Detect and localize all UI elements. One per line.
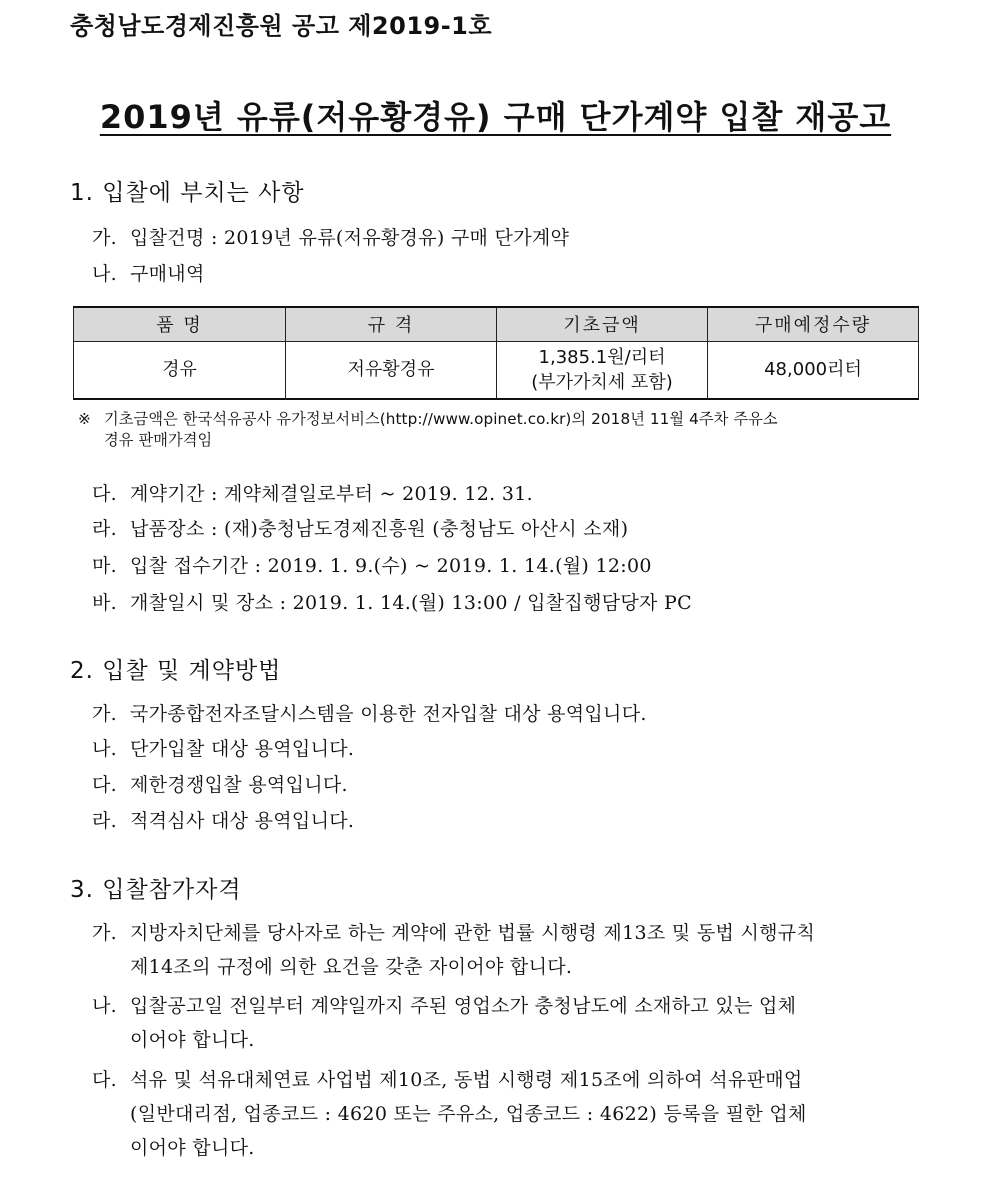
note-line-2: 경유 판매가격임 [104, 431, 213, 449]
cell-spec: 저유황경유 [286, 341, 497, 399]
s1-item-ga [92, 221, 931, 255]
table-header-cell: 구매예정수량 [708, 307, 919, 341]
item-text: 적격심사 대상 용역입니다. [130, 810, 355, 832]
s2-item-ra [92, 804, 931, 838]
s3-item-na [92, 989, 931, 1057]
item-text-line-1: 지방자치단체를 당사자로 하는 계약에 관한 법률 시행령 제13조 및 동법 시행규칙 [130, 922, 816, 944]
s2-item-na [92, 732, 931, 766]
s1-item-ba [92, 586, 931, 620]
item-text-line-2: 제14조의 규정에 의한 요건을 갖춘 자이어야 합니다. [130, 956, 573, 978]
item-marker: 라. [92, 810, 117, 832]
section-3-heading: 3. 입찰참가자격 [70, 877, 242, 903]
s2-item-da [92, 768, 931, 802]
s1-item-da [92, 477, 931, 511]
item-text-line-3: 이어야 합니다. [130, 1137, 255, 1159]
item-marker: 다. [92, 1069, 117, 1091]
item-text-line-1: 석유 및 석유대체연료 사업법 제10조, 동법 시행령 제15조에 의하여 석유판매업 [130, 1069, 803, 1091]
item-text: 단가입찰 대상 용역입니다. [130, 738, 355, 760]
item-text: 구매내역 [130, 263, 205, 285]
cell-item-name: 경유 [74, 341, 286, 399]
item-text-line-2: 이어야 합니다. [130, 1029, 255, 1051]
s2-item-ga [92, 697, 931, 731]
item-marker: 나. [92, 738, 117, 760]
s1-item-na [92, 257, 931, 291]
item-marker: 바. [92, 592, 117, 614]
item-text: 개찰일시 및 장소 : 2019. 1. 14.(월) 13:00 / 입찰집행담당자 PC [130, 592, 692, 614]
section-2-heading: 2. 입찰 및 계약방법 [70, 658, 282, 684]
base-price-vat-note: (부가가치세 포함) [531, 371, 673, 393]
table-header-cell: 규 격 [286, 307, 497, 341]
item-marker: 다. [92, 483, 117, 505]
s1-item-ra [92, 512, 931, 546]
note-line-1: 기초금액은 한국석유공사 유가정보서비스(http://www.opinet.co.kr)의 2018년 11월 4주차 주유소 [104, 410, 778, 428]
s3-item-ga [92, 916, 931, 984]
item-text-line-1: 입찰공고일 전일부터 계약일까지 주된 영업소가 충청남도에 소재하고 있는 업체 [130, 995, 797, 1017]
item-marker: 라. [92, 518, 117, 540]
item-marker: 가. [92, 703, 117, 725]
table-header-row [74, 307, 919, 341]
section-1-heading: 1. 입찰에 부치는 사항 [70, 180, 305, 206]
document-title [0, 92, 991, 138]
item-text-line-2: (일반대리점, 업종코드 : 4620 또는 주유소, 업종코드 : 4622) 등록을 필한 업체 [130, 1103, 807, 1125]
item-marker: 다. [92, 774, 117, 796]
s1-item-ma [92, 549, 931, 583]
item-marker: 나. [92, 263, 117, 285]
document-title-text: 2019년 유류(저유황경유) 구매 단가계약 입찰 재공고 [99, 98, 892, 136]
table-row [74, 341, 919, 399]
item-text: 제한경쟁입찰 용역입니다. [130, 774, 348, 796]
cell-quantity: 48,000리터 [708, 341, 919, 399]
item-marker: 가. [92, 227, 117, 249]
base-price-value: 1,385.1원/리터 [538, 346, 666, 368]
item-text: 계약기간 : 계약체결일로부터 ~ 2019. 12. 31. [130, 483, 533, 505]
cell-base-price [497, 341, 708, 399]
notice-number: 충청남도경제진흥원 공고 제2019-1호 [70, 12, 493, 40]
item-text: 입찰 접수기간 : 2019. 1. 9.(수) ~ 2019. 1. 14.(월) 12:00 [130, 555, 652, 577]
item-text: 국가종합전자조달시스템을 이용한 전자입찰 대상 용역입니다. [130, 703, 647, 725]
item-marker: 나. [92, 995, 117, 1017]
item-marker: 마. [92, 555, 117, 577]
s3-item-da [92, 1063, 931, 1165]
base-price-note [78, 409, 918, 451]
item-text: 납품장소 : (재)충청남도경제진흥원 (충청남도 아산시 소재) [130, 518, 629, 540]
item-text: 입찰건명 : 2019년 유류(저유황경유) 구매 단가계약 [130, 227, 570, 249]
reference-mark: ※ [78, 410, 91, 428]
purchase-details-table [73, 306, 919, 400]
table-header-cell: 품 명 [74, 307, 286, 341]
item-marker: 가. [92, 922, 117, 944]
table-header-cell: 기초금액 [497, 307, 708, 341]
